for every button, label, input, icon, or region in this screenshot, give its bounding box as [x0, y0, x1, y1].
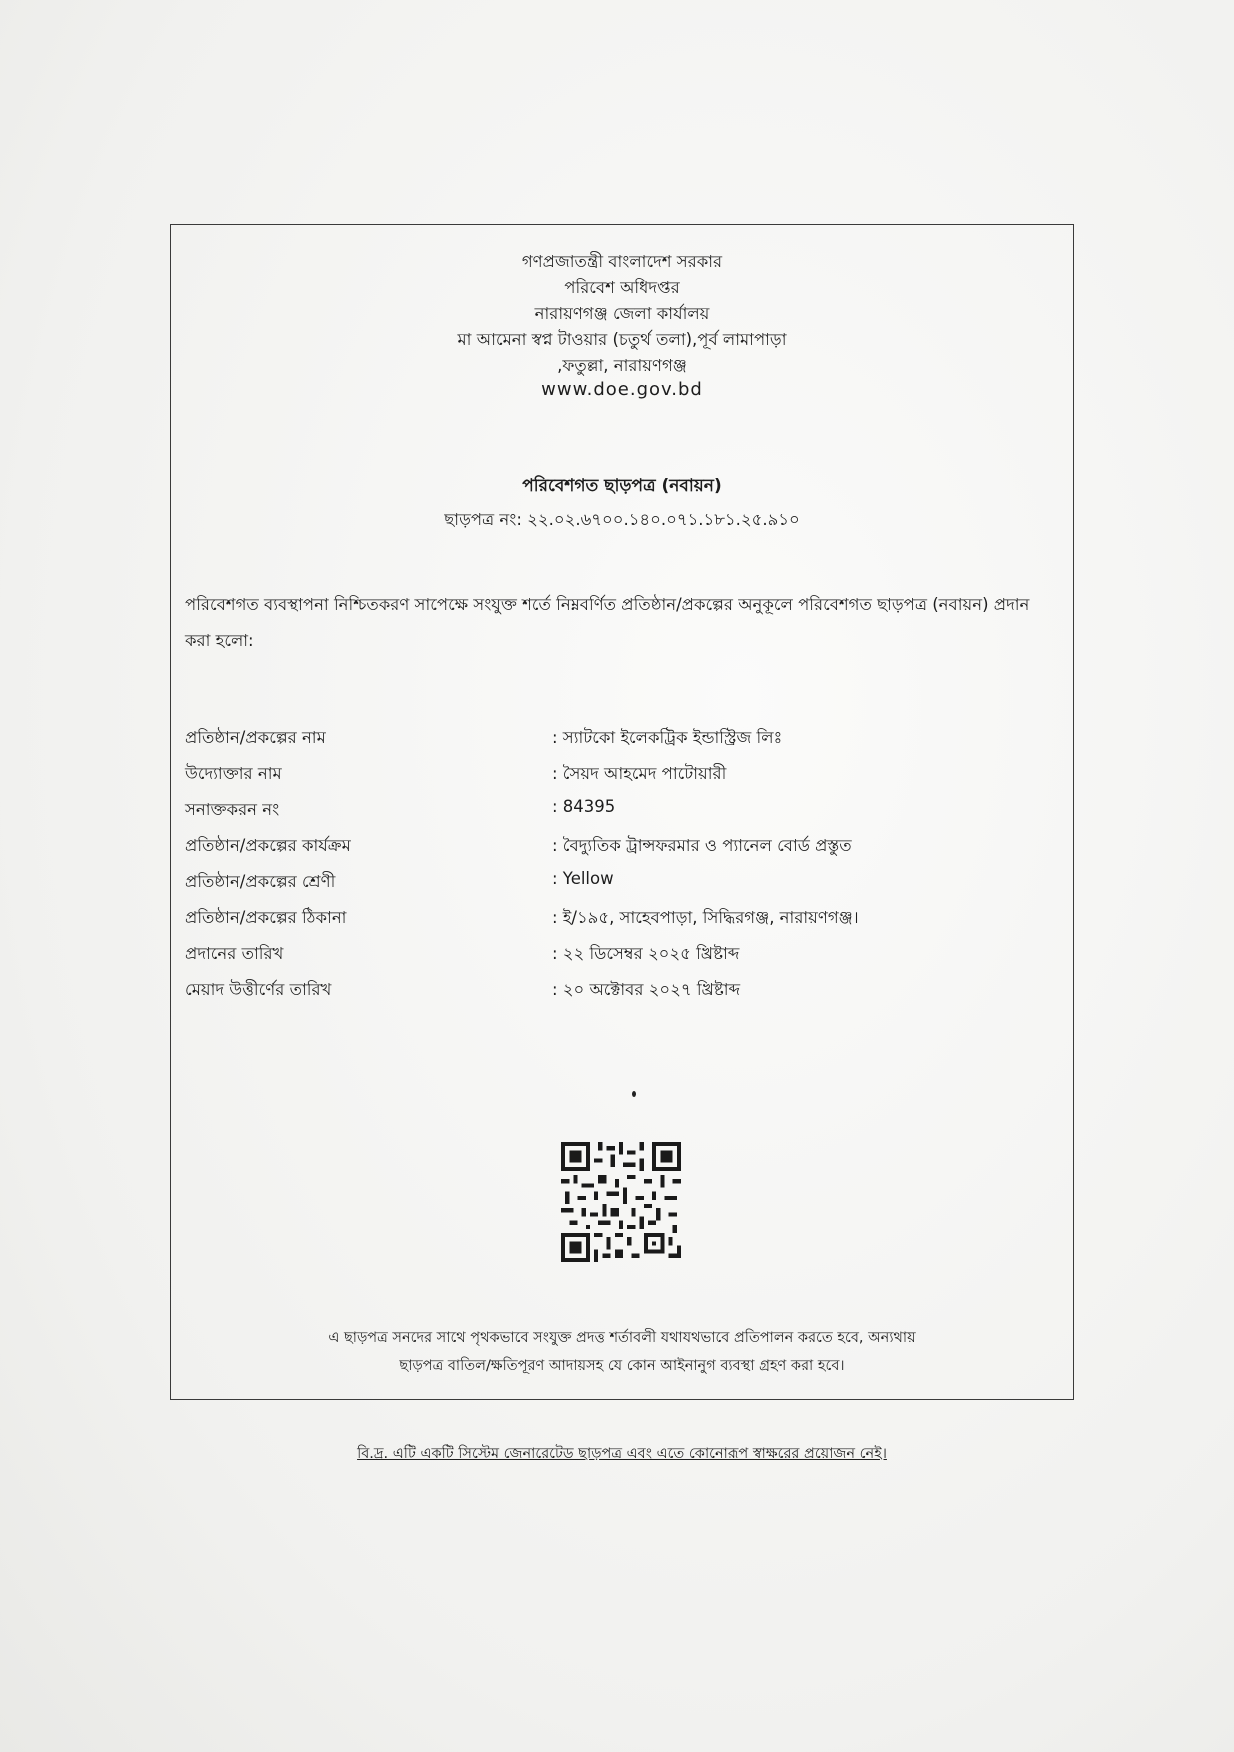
detail-value: : সৈয়দ আহমেদ পাটোয়ারী	[552, 764, 727, 783]
detail-label: প্রতিষ্ঠান/প্রকল্পের ঠিকানা	[185, 908, 347, 927]
detail-label: প্রতিষ্ঠান/প্রকল্পের কার্যক্রম	[185, 836, 351, 855]
detail-value: : 84395	[552, 797, 616, 816]
detail-value: : ২০ অক্টোবর ২০২৭ খ্রিষ্টাব্দ	[552, 980, 741, 999]
notice-line1: এ ছাড়পত্র সনদের সাথে পৃথকভাবে সংযুক্ত প্রদত্ত শর্তাবলী যথাযথভাবে প্রতিপালন করতে হবে, অন্যথায়	[328, 1330, 916, 1346]
detail-row	[185, 977, 1059, 1007]
header-address-line2: ,ফতুল্লা, নারায়ণগঞ্জ	[557, 356, 687, 375]
detail-value: : বৈদ্যুতিক ট্রান্সফরমার ও প্যানেল বোর্ড প্রস্তুত	[552, 836, 852, 855]
detail-row	[185, 797, 1059, 827]
detail-label: প্রতিষ্ঠান/প্রকল্পের নাম	[185, 728, 326, 747]
notice-line2: ছাড়পত্র বাতিল/ক্ষতিপূরণ আদায়সহ যে কোন আইনানুগ ব্যবস্থা গ্রহণ করা হবে।	[399, 1358, 845, 1374]
detail-value: : স্যাটকো ইলেকট্রিক ইন্ডাস্ট্রিজ লিঃ	[552, 728, 783, 747]
certificate-frame	[170, 224, 1074, 1462]
detail-label: প্রতিষ্ঠান/প্রকল্পের শ্রেণী	[185, 872, 336, 891]
detail-label: প্রদানের তারিখ	[185, 944, 284, 963]
detail-row	[185, 761, 1059, 791]
detail-row	[185, 725, 1059, 755]
detail-label: সনাক্তকরন নং	[185, 800, 280, 819]
detail-label: মেয়াদ উত্তীর্ণের তারিখ	[185, 980, 332, 999]
detail-row	[185, 869, 1059, 899]
header-office: নারায়ণগঞ্জ জেলা কার্যালয়	[534, 304, 710, 323]
detail-row	[185, 941, 1059, 971]
ink-dot	[632, 1091, 636, 1097]
certificate-title: পরিবেশগত ছাড়পত্র (নবায়ন)	[522, 476, 722, 496]
header-department: পরিবেশ অধিদপ্তর	[564, 278, 680, 297]
detail-row	[185, 905, 1059, 935]
detail-value: : ই/১৯৫, সাহেবপাড়া, সিদ্ধিরগঞ্জ, নারায়ণগঞ্জ।	[552, 908, 859, 927]
intro-paragraph: পরিবেশগত ব্যবস্থাপনা নিশ্চিতকরণ সাপেক্ষে সংযুক্ত শর্তে নিম্নবর্ণিত প্রতিষ্ঠান/প্রকল্পের অনুকূলে পরিবেশগত ছাড়পত্র (নবায়ন) প্রদান করা হলো:	[185, 595, 1030, 650]
qr-code-icon[interactable]	[561, 1142, 681, 1262]
header-address-line1: মা আমেনা স্বপ্ন টাওয়ার (চতুর্থ তলা),পূর্ব লামাপাড়া	[457, 330, 787, 349]
detail-row	[185, 833, 1059, 863]
certificate-number: ছাড়পত্র নং: ২২.০২.৬৭০০.১৪০.০৭১.১৮১.২৫.৯১০	[444, 510, 800, 529]
detail-label: উদ্যোক্তার নাম	[185, 764, 282, 783]
footer-note: বি.দ্র. এটি একটি সিস্টেম জেনারেটেড ছাড়পত্র এবং এতে কোনোরূপ স্বাক্ষরের প্রয়োজন নেই।	[357, 1446, 887, 1462]
header-website: www.doe.gov.bd	[541, 379, 703, 400]
header-government: গণপ্রজাতন্ত্রী বাংলাদেশ সরকার	[521, 252, 723, 271]
detail-value: : Yellow	[552, 869, 614, 888]
detail-value: : ২২ ডিসেম্বর ২০২৫ খ্রিষ্টাব্দ	[552, 944, 740, 963]
